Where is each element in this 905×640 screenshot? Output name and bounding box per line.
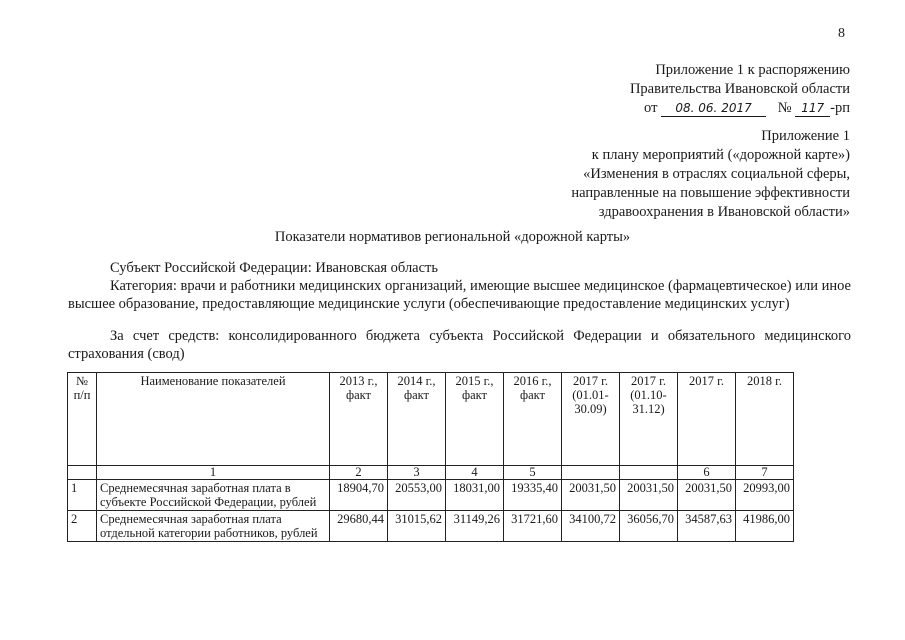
- value-cell: 20993,00: [736, 480, 794, 511]
- plan-line-5: здравоохранения в Ивановской области»: [598, 204, 850, 220]
- value-cell: 20031,50: [620, 480, 678, 511]
- header-2015: 2015 г., факт: [446, 373, 504, 466]
- value-cell: 18904,70: [330, 480, 388, 511]
- subject-line: Субъект Российской Федерации: Ивановская область: [110, 260, 438, 276]
- header-2017-q1-q3: 2017 г. (01.01-30.09): [562, 373, 620, 466]
- value-cell: 36056,70: [620, 511, 678, 542]
- appendix-line-2: Правительства Ивановской области: [629, 81, 850, 97]
- value-cell: 34100,72: [562, 511, 620, 542]
- colnum-cell: 5: [504, 466, 562, 480]
- value-cell: 19335,40: [504, 480, 562, 511]
- header-2018: 2018 г.: [736, 373, 794, 466]
- row-number: 2: [68, 511, 97, 542]
- header-2013: 2013 г., факт: [330, 373, 388, 466]
- value-cell: 31721,60: [504, 511, 562, 542]
- value-cell: 41986,00: [736, 511, 794, 542]
- plan-line-2: к плану мероприятий («дорожной карте»): [591, 147, 850, 163]
- from-label: от: [644, 100, 658, 116]
- value-cell: 29680,44: [330, 511, 388, 542]
- page-number: 8: [838, 26, 845, 41]
- value-cell: 20553,00: [388, 480, 446, 511]
- category-paragraph: Категория: врачи и работники медицинских организаций, имеющие высшее медицинское (фармацевтическое) или иное высшее образование, предоставляющие медицинские услуги (обеспечивающие предоставление медицинских услуг): [68, 278, 851, 312]
- colnum-cell: [620, 466, 678, 480]
- handwritten-number: 117: [795, 101, 830, 117]
- header-no: № п/п: [68, 373, 97, 466]
- colnum-cell: [562, 466, 620, 480]
- colnum-cell: 1: [97, 466, 330, 480]
- header-2017: 2017 г.: [678, 373, 736, 466]
- funding-source-paragraph: За счет средств: консолидированного бюджета субъекта Российской Федерации и обязательного медицинского страхования (свод): [68, 328, 851, 362]
- value-cell: 18031,00: [446, 480, 504, 511]
- appendix-date-row: [630, 99, 850, 118]
- header-2016: 2016 г., факт: [504, 373, 562, 466]
- colnum-cell: 7: [736, 466, 794, 480]
- table-row: [68, 511, 794, 542]
- colnum-cell: 2: [330, 466, 388, 480]
- table-row: [68, 480, 794, 511]
- number-label: №: [777, 100, 792, 116]
- number-suffix: -рп: [830, 100, 850, 116]
- row-name: Среднемесячная заработная плата отдельной категории работников, рублей: [97, 511, 330, 542]
- row-name: Среднемесячная заработная плата в субъекте Российской Федерации, рублей: [97, 480, 330, 511]
- table-header-row: [68, 373, 794, 466]
- value-cell: 34587,63: [678, 511, 736, 542]
- appendix-header: [630, 61, 850, 118]
- plan-line-3: «Изменения в отраслях социальной сферы,: [583, 166, 850, 182]
- colnum-cell: [68, 466, 97, 480]
- colnum-cell: 4: [446, 466, 504, 480]
- value-cell: 20031,50: [678, 480, 736, 511]
- header-2014: 2014 г., факт: [388, 373, 446, 466]
- value-cell: 31015,62: [388, 511, 446, 542]
- colnum-cell: 6: [678, 466, 736, 480]
- indicators-table: [67, 372, 794, 542]
- header-2017-q4: 2017 г. (01.10-31.12): [620, 373, 678, 466]
- row-number: 1: [68, 480, 97, 511]
- appendix-line-1: Приложение 1 к распоряжению: [655, 62, 850, 78]
- plan-line-4: направленные на повышение эффективности: [571, 185, 850, 201]
- document-title: Показатели нормативов региональной «дорожной карты»: [274, 229, 631, 245]
- plan-line-1: Приложение 1: [761, 128, 850, 144]
- header-name: Наименование показателей: [97, 373, 330, 466]
- value-cell: 31149,26: [446, 511, 504, 542]
- value-cell: 20031,50: [562, 480, 620, 511]
- column-number-row: [68, 466, 794, 480]
- colnum-cell: 3: [388, 466, 446, 480]
- handwritten-date: 08. 06. 2017: [661, 101, 766, 117]
- plan-header: [571, 127, 850, 222]
